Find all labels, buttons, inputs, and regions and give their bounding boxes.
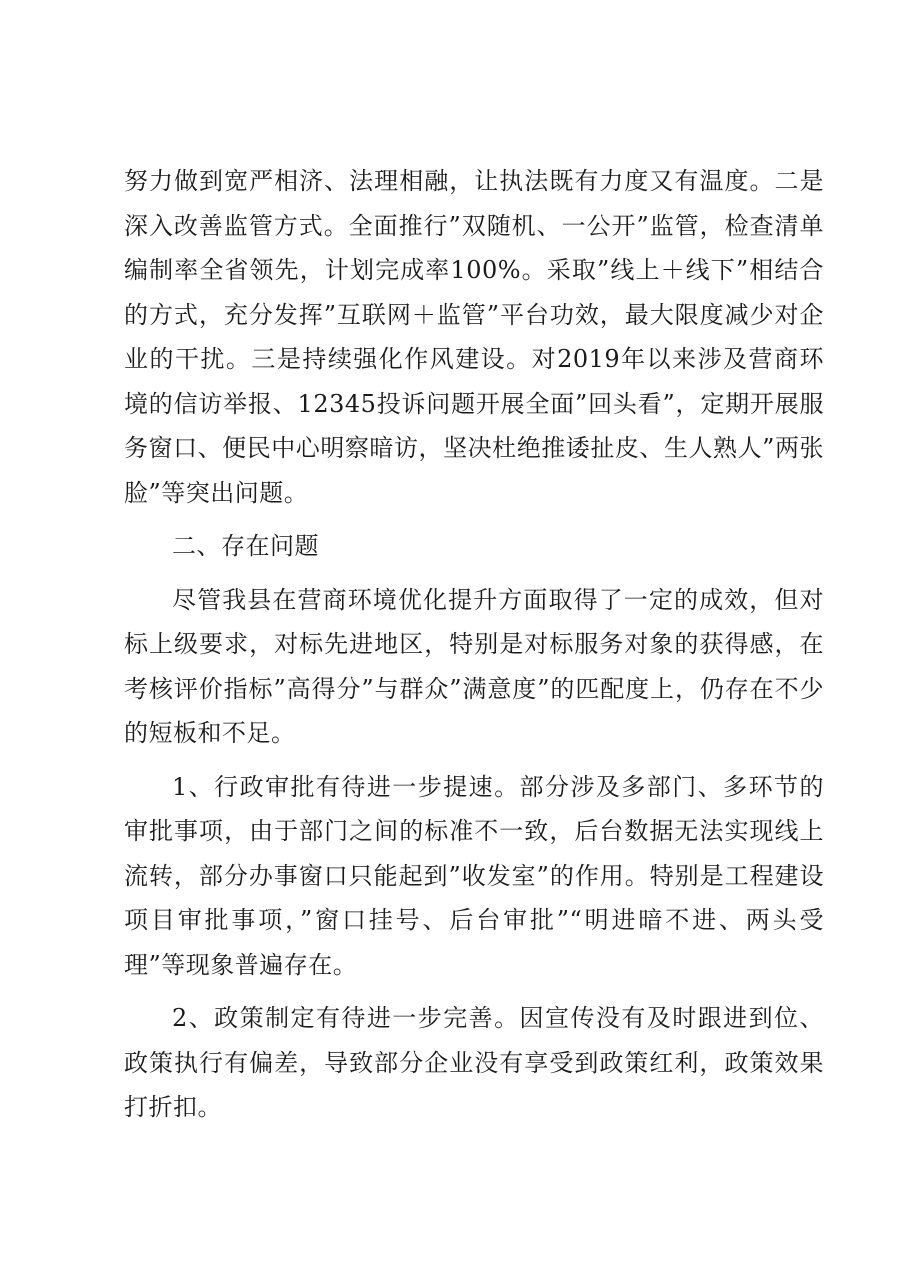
document-body xyxy=(124,159,824,1139)
paragraph-administrative-approval: 1、行政审批有待进一步提速。部分涉及多部门、多环节的审批事项，由于部门之间的标准不一致，后台数据无法实现线上流转，部分办事窗口只能起到”收发室”的作用。特别是工程建设项目审批事项，”窗口挂号、后台审批”“明进暗不进、两头受理”等现象普遍存在。 xyxy=(124,772,824,979)
paragraph-policy-formulation: 2、政策制定有待进一步完善。因宣传没有及时跟进到位、政策执行有偏差，导致部分企业没有享受到政策红利，政策效果打折扣。 xyxy=(124,1004,824,1121)
section-heading-existing-problems: 二、存在问题 xyxy=(172,532,319,560)
paragraph-problems-intro: 尽管我县在营商环境优化提升方面取得了一定的成效，但对标上级要求，对标先进地区，特别是对标服务对象的获得感，在考核评价指标”高得分”与群众”满意度”的匹配度上，仍存在不少的短板和不足。 xyxy=(124,585,824,747)
paragraph-enforcement-supervision: 努力做到宽严相济、法理相融，让执法既有力度又有温度。二是深入改善监管方式。全面推行”双随机、一公开”监管，检查清单编制率全省领先，计划完成率100%。采取”线上＋线下”相结合的方式，充分发挥”互联网＋监管”平台功效，最大限度减少对企业的干扰。三是持续强化作风建设。对2019年以来涉及营商环境的信访举报、12345投诉问题开展全面”回头看”，定期开展服务窗口、便民中心明察暗访，坚决杜绝推诿扯皮、生人熟人”两张脸”等突出问题。 xyxy=(124,167,824,507)
